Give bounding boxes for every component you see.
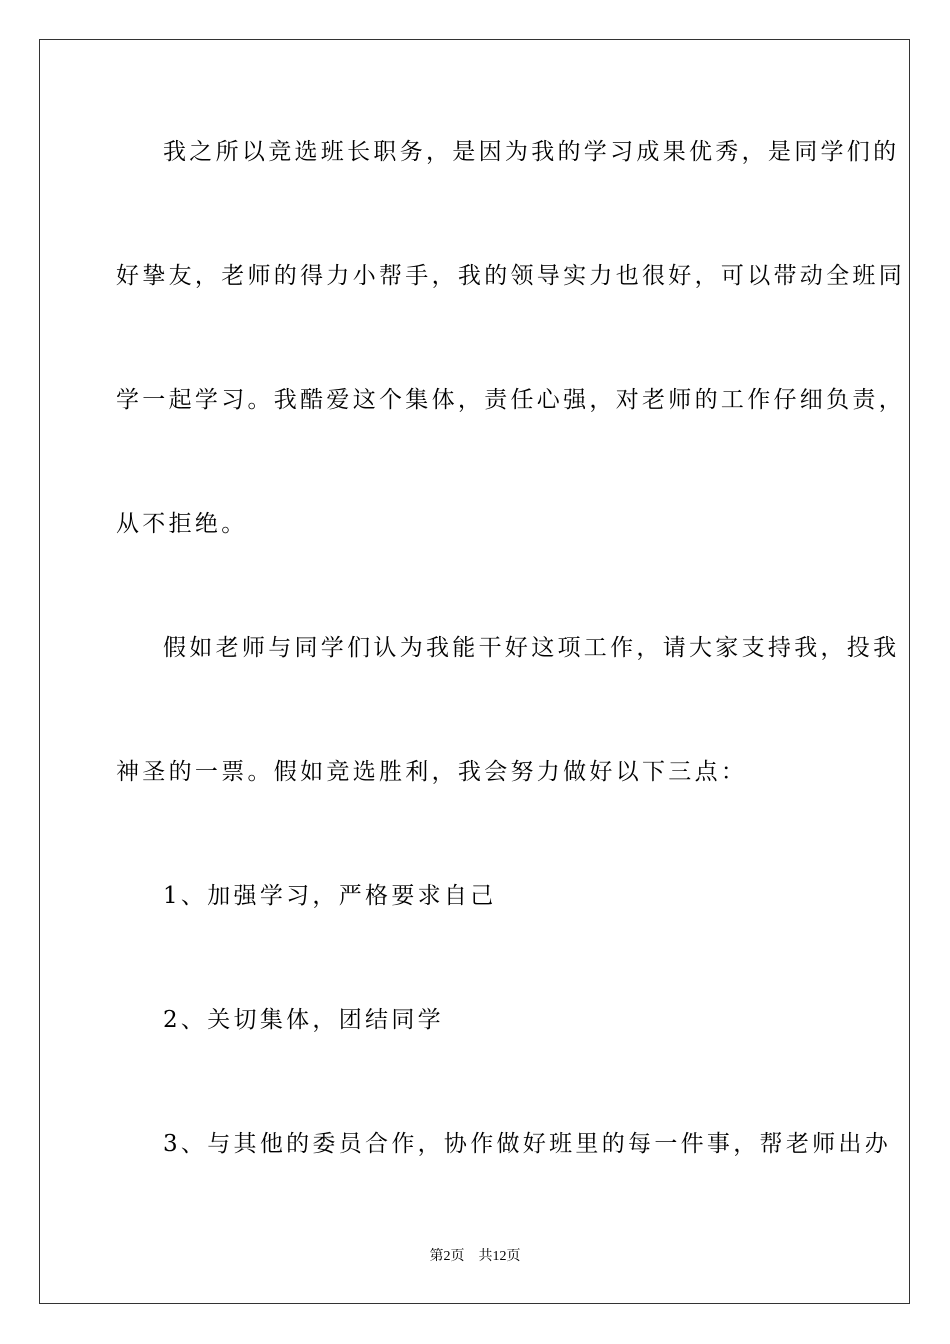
paragraph-line: 好挚友，老师的得力小帮手，我的领导实力也很好，可以带动全班同 <box>116 263 905 289</box>
list-item: 1、加强学习，严格要求自己 <box>163 883 497 909</box>
paragraph-line: 神圣的一票。假如竞选胜利，我会努力做好以下三点： <box>116 759 748 785</box>
list-item: 3、与其他的委员合作，协作做好班里的每一件事，帮老师出办 <box>163 1131 892 1157</box>
paragraph-line: 假如老师与同学们认为我能干好这项工作，请大家支持我，投我 <box>163 635 900 661</box>
page-number: 第2页 共12页 <box>429 1249 521 1264</box>
page-border <box>39 39 910 1304</box>
paragraph-line: 我之所以竞选班长职务，是因为我的学习成果优秀，是同学们的 <box>163 139 900 165</box>
paragraph-line: 从不拒绝。 <box>116 511 248 537</box>
list-item: 2、关切集体，团结同学 <box>163 1007 444 1033</box>
paragraph-line: 学一起学习。我酷爱这个集体，责任心强，对老师的工作仔细负责， <box>116 387 905 413</box>
